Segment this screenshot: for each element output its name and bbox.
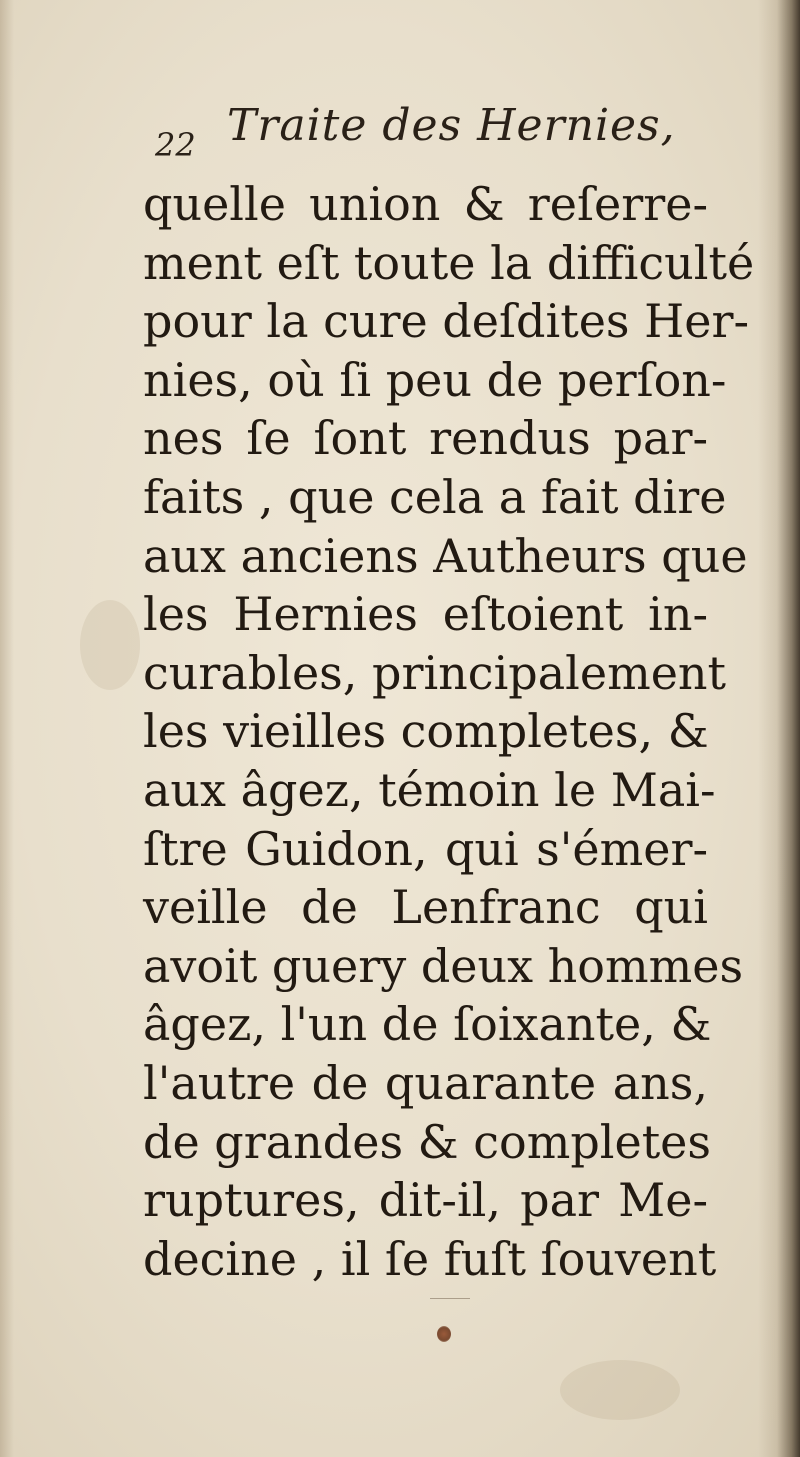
catchword-rule — [430, 1298, 470, 1299]
text-line: ruptures, dit-il, par Me- — [143, 1173, 708, 1228]
body-text — [143, 175, 755, 1288]
text-line: ment eſt toute la difficulté — [143, 235, 755, 290]
page-edge-shadow — [0, 0, 14, 1457]
running-title: Traite des Hernies, — [227, 100, 676, 151]
gutter-shadow — [758, 0, 800, 1457]
running-header — [155, 100, 715, 164]
text-line: ſtre Guidon, qui s'émer- — [143, 821, 708, 876]
text-line: aux anciens Autheurs que — [143, 528, 748, 583]
paper-stain — [80, 600, 140, 690]
text-line: de grandes & completes — [143, 1114, 712, 1169]
text-line: curables, principalement — [143, 645, 727, 700]
paper-stain — [560, 1360, 680, 1420]
text-line: quelle union & reſerre- — [143, 177, 708, 231]
ink-blot — [437, 1326, 451, 1342]
text-line: faits , que cela a fait dire — [143, 469, 727, 524]
text-line: pour la cure deſdites Her- — [143, 294, 750, 349]
text-line: les vieilles completes, & — [143, 704, 709, 759]
text-line: âgez, l'un de ſoixante, & — [143, 997, 712, 1052]
text-line: nes ſe ſont rendus par- — [143, 411, 708, 466]
page-number: 22 — [155, 126, 196, 164]
text-line: veille de Lenfranc qui — [143, 880, 708, 935]
text-line: l'autre de quarante ans, — [143, 1055, 708, 1110]
text-line: avoit guery deux hommes — [143, 938, 744, 993]
text-line: aux âgez, témoin le Mai- — [143, 762, 716, 817]
text-line: les Hernies eſtoient in- — [143, 587, 708, 642]
text-line: nies, où ſi peu de perſon- — [143, 352, 727, 407]
text-line: decine , il ſe fuſt ſouvent — [143, 1231, 717, 1286]
